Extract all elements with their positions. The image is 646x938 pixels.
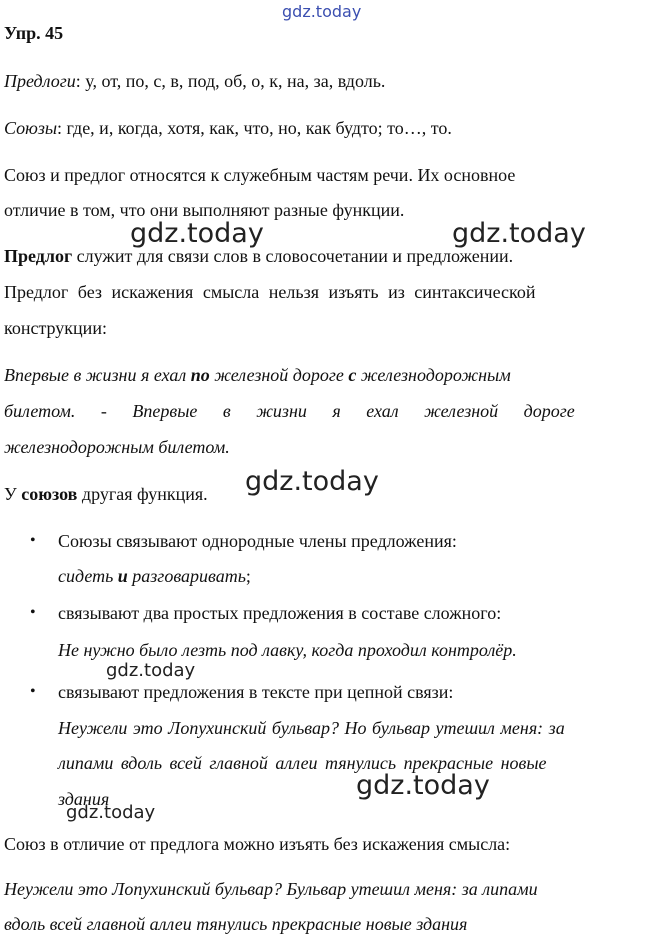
paragraph-1-text: Союз и предлог относятся к служебным частям речи. Их основное	[4, 165, 516, 185]
example-2-line-2: вдоль всей главной аллеи тянулись прекрасные новые здания	[4, 914, 468, 934]
conjunctions-list: : где, и, когда, хотя, как, что, но, как будто; то…, то.	[57, 118, 452, 138]
bullet-1-text: Союзы связывают однородные члены предложения:	[58, 531, 457, 551]
exercise-title: Упр. 45	[4, 23, 64, 43]
prepositions-line	[4, 69, 385, 93]
bullet-1-example-part: разговаривать	[132, 566, 246, 586]
bullet-marker: •	[30, 532, 36, 549]
example-2-line-1: Неужели это Лопухинский бульвар? Бульвар утешил меня: за липами	[4, 879, 538, 899]
watermark: gdz.today	[106, 660, 196, 681]
preposition-term: Предлог	[4, 246, 73, 266]
example-1-part: железнодорожным	[360, 365, 511, 385]
paragraph-3-text: другая функция.	[81, 484, 208, 504]
watermark: gdz.today	[66, 802, 156, 823]
example-1-line-2: билетом. - Впервые в жизни я ехал железной дороге	[4, 401, 575, 421]
paragraph-2-line-1	[4, 244, 513, 268]
watermark: gdz.today	[282, 2, 362, 21]
bullet-2-text: связывают два простых предложения в составе сложного:	[58, 603, 502, 623]
bullet-1-example-end: ;	[245, 566, 251, 586]
paragraph-2-line-3: конструкции:	[4, 318, 107, 338]
watermark: gdz.today	[452, 218, 586, 249]
example-1-part: железной дороге	[214, 365, 344, 385]
example-1-preposition: по	[190, 365, 210, 385]
bullet-3-example-line-1: Неужели это Лопухинский бульвар? Но бульвар утешил меня: за	[58, 718, 565, 738]
bullet-marker: •	[30, 683, 36, 700]
example-1-line-3: железнодорожным билетом.	[4, 437, 230, 457]
watermark: gdz.today	[356, 770, 490, 801]
example-1-line-1	[4, 363, 511, 387]
bullet-3-text: связывают предложения в тексте при цепной связи:	[58, 682, 454, 702]
conjunctions-label: Союзы	[4, 118, 58, 138]
bullet-marker: •	[30, 604, 36, 621]
paragraph-2-line-2: Предлог без искажения смысла нельзя изъять из синтаксической	[4, 282, 536, 302]
bullet-1-example-part: сидеть	[58, 566, 114, 586]
example-1-part: Впервые в жизни я ехал	[4, 365, 187, 385]
watermark: gdz.today	[245, 466, 379, 497]
bullet-3-example-line-3: здания	[58, 789, 110, 809]
bullet-1-example-conjunction: и	[117, 566, 128, 586]
paragraph-3	[4, 482, 208, 506]
paragraph-1-line-1	[4, 163, 645, 187]
paragraph-2-text: служит для связи слов в словосочетании и предложении.	[76, 246, 514, 266]
bullet-3-example-line-2: липами вдоль всей главной аллеи тянулись прекрасные новые	[58, 753, 547, 773]
paragraph-1-line-2: отличие в том, что они выполняют разные функции.	[4, 200, 405, 220]
conjunctions-term: союзов	[21, 484, 78, 504]
watermark: gdz.today	[130, 218, 264, 249]
bullet-2-example: Не нужно было лезть под лавку, когда проходил контролёр.	[58, 640, 517, 660]
prepositions-list: : у, от, по, с, в, под, об, о, к, на, за, вдоль.	[75, 71, 386, 91]
example-1-preposition: с	[348, 365, 357, 385]
prepositions-label: Предлоги	[4, 71, 76, 91]
bullet-1-example	[58, 564, 251, 588]
paragraph-3-prefix: У	[4, 484, 17, 504]
conjunctions-line	[4, 116, 452, 140]
paragraph-4: Союз в отличие от предлога можно изъять без искажения смысла:	[4, 834, 511, 854]
